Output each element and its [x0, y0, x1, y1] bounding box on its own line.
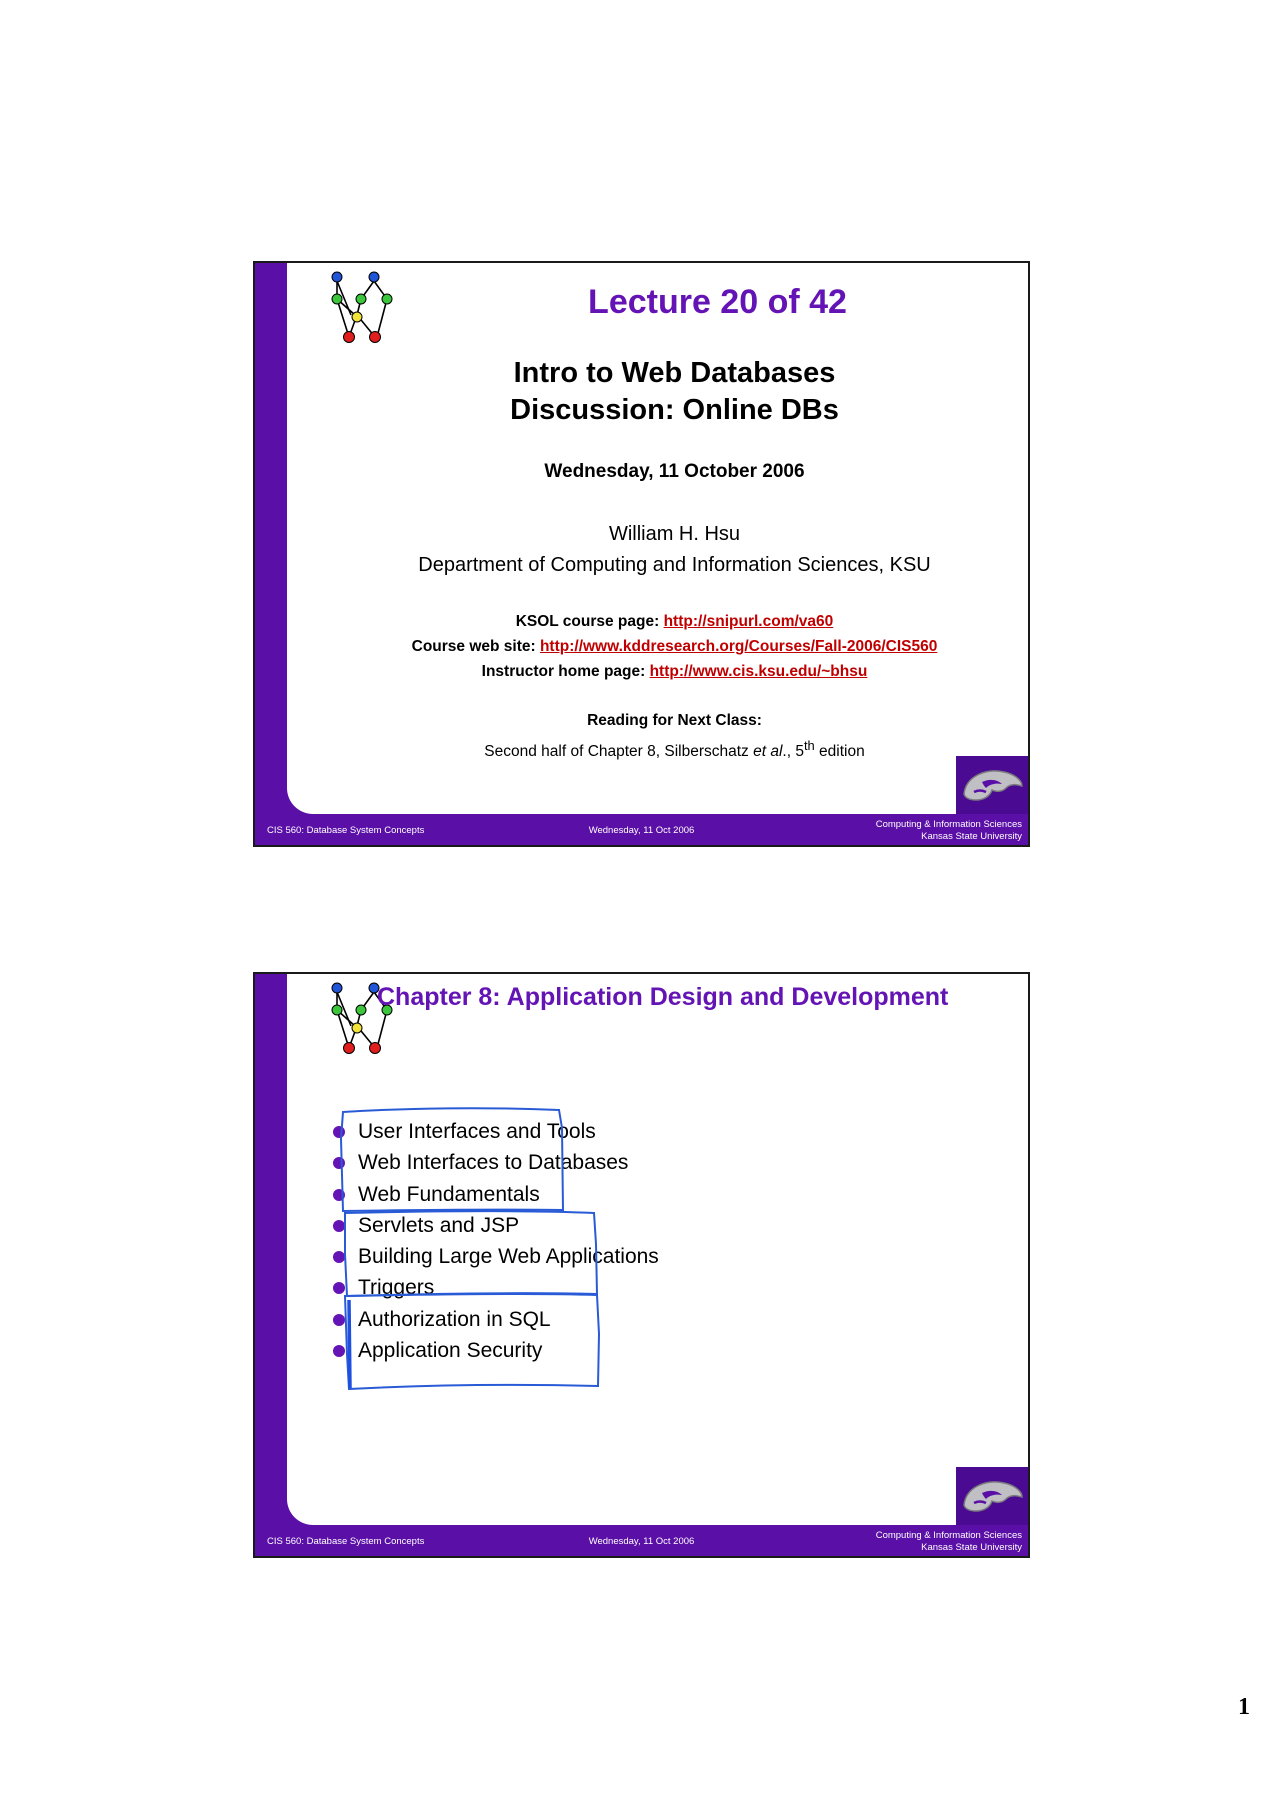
bullet-dot-icon: [333, 1251, 345, 1263]
ksol-label: KSOL course page:: [515, 613, 664, 630]
ksol-course-link[interactable]: http://snipurl.com/va60: [663, 613, 834, 630]
list-item: [329, 1116, 659, 1147]
lecture-title: Lecture 20 of 42: [588, 283, 847, 321]
list-item: [329, 1241, 659, 1272]
course-site-row: [321, 634, 1028, 659]
bullet-dot-icon: [333, 1220, 345, 1232]
bullet-dot-icon: [333, 1314, 345, 1326]
reading-block: [287, 708, 1028, 764]
list-item: [329, 1179, 659, 1210]
list-item-text: Application Security: [358, 1339, 543, 1363]
subtitle-line-1: Intro to Web Databases: [513, 357, 836, 389]
bullet-dot-icon: [333, 1157, 345, 1169]
reading-text-sup: th: [803, 738, 815, 753]
bullet-dot-icon: [333, 1345, 345, 1357]
footer-course: CIS 560: Database System Concepts: [267, 1536, 425, 1547]
kstate-wildcat-logo-icon: [956, 1467, 1028, 1525]
topic-list: [329, 1116, 659, 1366]
instructor-row: [321, 659, 1028, 684]
bullet-dot-icon: [333, 1189, 345, 1201]
list-item: [329, 1272, 659, 1303]
list-item: [329, 1335, 659, 1366]
reading-heading: Reading for Next Class:: [587, 712, 762, 729]
course-site-label: Course web site:: [411, 638, 540, 655]
footer-dept: [876, 1530, 1022, 1554]
subtitle-line-2: Discussion: Online DBs: [510, 394, 839, 426]
slide-1: [253, 261, 1030, 847]
slide-1-content: [287, 263, 1028, 814]
bullet-dot-icon: [333, 1282, 345, 1294]
footer-date: Wednesday, 11 Oct 2006: [588, 825, 695, 836]
footer-dept-line-1: Computing & Information Sciences: [875, 819, 1022, 830]
department: Department of Computing and Information Sciences, KSU: [418, 554, 931, 576]
bullet-dot-icon: [333, 1126, 345, 1138]
list-item-text: Building Large Web Applications: [358, 1245, 659, 1269]
page-number: 1: [1238, 1694, 1250, 1720]
list-item-text: Authorization in SQL: [358, 1307, 551, 1331]
reading-text-post: edition: [814, 743, 865, 761]
reading-text: [321, 733, 1028, 764]
footer-course: CIS 560: Database System Concepts: [267, 825, 425, 836]
instructor-home-link[interactable]: http://www.cis.ksu.edu/~bhsu: [649, 663, 868, 680]
chapter-title: Chapter 8: Application Design and Development: [377, 983, 949, 1011]
reading-text-italic: et al: [753, 743, 783, 761]
footer-dept: [876, 819, 1022, 843]
course-site-link[interactable]: http://www.kddresearch.org/Courses/Fall-2006/CIS560: [539, 638, 938, 655]
list-item: [329, 1210, 659, 1241]
author-name: William H. Hsu: [608, 523, 741, 545]
reading-text-mid: ., 5: [782, 743, 804, 761]
lecture-date: Wednesday, 11 October 2006: [544, 461, 805, 482]
author-block: [287, 519, 1028, 581]
lecture-subtitle: [287, 355, 1028, 429]
instructor-label: Instructor home page:: [481, 663, 650, 680]
ksol-link-row: [321, 609, 1028, 634]
list-item: [329, 1147, 659, 1178]
list-item-text: Web Interfaces to Databases: [358, 1151, 629, 1175]
slide-2-content: [287, 974, 1028, 1525]
course-links: [287, 609, 1028, 684]
list-item-text: Triggers: [358, 1276, 435, 1300]
footer-dept-line-2: Kansas State University: [921, 831, 1022, 842]
list-item: [329, 1304, 659, 1335]
list-item-text: Servlets and JSP: [358, 1213, 520, 1237]
footer-dept-line-2: Kansas State University: [921, 1542, 1022, 1553]
list-item-text: User Interfaces and Tools: [358, 1120, 596, 1143]
slide-2: [253, 972, 1030, 1558]
kstate-wildcat-logo-icon: [956, 756, 1028, 814]
footer-dept-line-1: Computing & Information Sciences: [875, 1530, 1022, 1541]
reading-text-pre: Second half of Chapter 8, Silberschatz: [484, 743, 754, 761]
list-item-text: Web Fundamentals: [358, 1182, 540, 1206]
footer-date: Wednesday, 11 Oct 2006: [588, 1536, 695, 1547]
